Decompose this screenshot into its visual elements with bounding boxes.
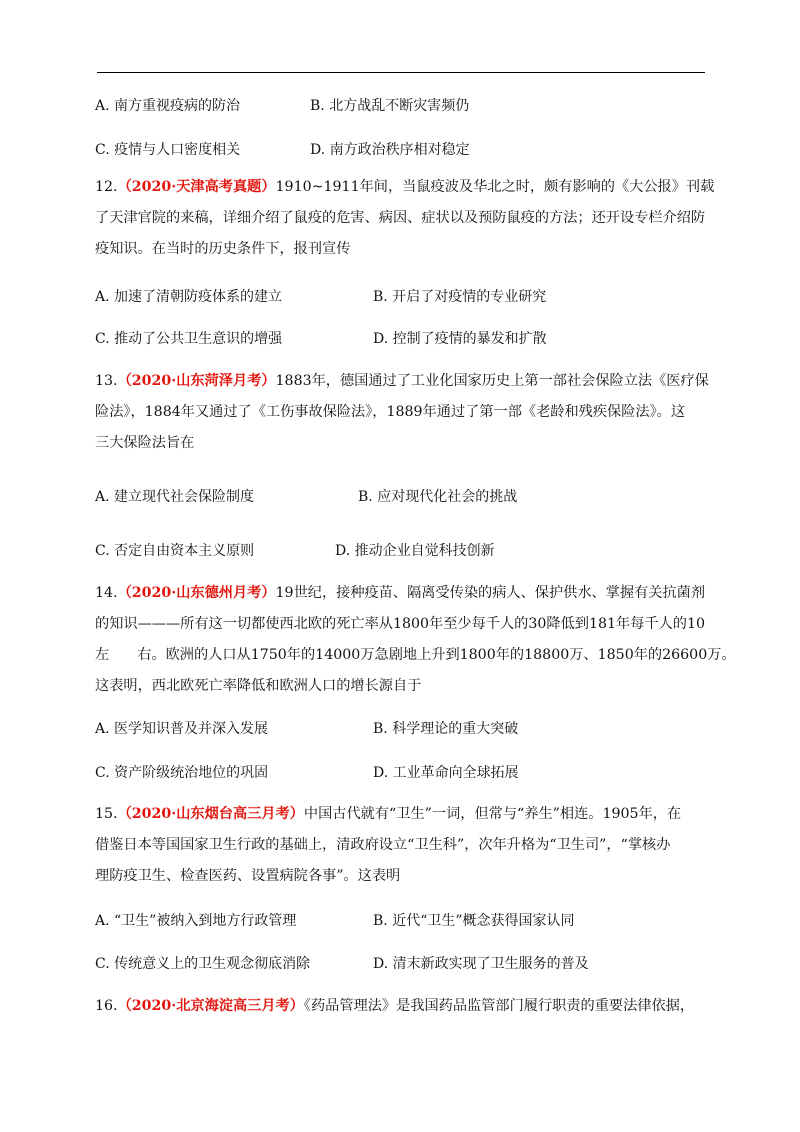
q14-line-2: 的知识———所有这一切都使西北欧的死亡率从1800年至少每千人的30降低到181年每千人的10 <box>95 616 706 632</box>
q14-source: （2020·山东德州月考） <box>117 585 276 601</box>
q12-line-3: 疫知识。在当时的历史条件下，报刊宣传 <box>95 241 351 257</box>
q14-option-c[interactable]: C. 资产阶级统治地位的巩固 <box>95 765 269 781</box>
q12-source: （2020·天津高考真题） <box>117 179 276 195</box>
q13-option-c[interactable]: C. 否定自由资本主义原则 <box>95 543 255 559</box>
q12-line-1: 1910~1911年间，当鼠疫波及华北之时，颇有影响的《大公报》刊载 <box>275 179 715 195</box>
q12-stem <box>95 172 715 265</box>
q14-option-d[interactable]: D. 工业革命向全球拓展 <box>373 765 519 781</box>
q14-line-3-left: 左 <box>95 647 110 663</box>
q15-number: 15. <box>95 806 118 822</box>
q12-option-b[interactable]: B. 开启了对疫情的专业研究 <box>373 289 547 305</box>
q14-line-3-right: 右。欧洲的人口从1750年的14000万急剧地上升到1800年的18800万、1850年的26600万。 <box>137 647 736 663</box>
q11-option-d[interactable]: D. 南方政治秩序相对稳定 <box>310 142 470 158</box>
q14-option-a[interactable]: A. 医学知识普及并深入发展 <box>95 721 269 737</box>
q13-source: （2020·山东菏泽月考） <box>117 373 276 389</box>
q12-line-2: 了天津官院的来稿，详细介绍了鼠疫的危害、病因、症状以及预防鼠疫的方法；还开设专栏介绍防 <box>95 210 706 226</box>
q13-number: 13. <box>95 373 118 389</box>
q13-stem <box>95 366 715 459</box>
q13-line-1: 1883年，德国通过了工业化国家历史上第一部社会保险立法《医疗保 <box>275 373 709 389</box>
q16-source: （2020·北京海淀高三月考） <box>117 998 304 1014</box>
q15-option-c[interactable]: C. 传统意义上的卫生观念彻底消除 <box>95 956 311 972</box>
q15-option-b[interactable]: B. 近代“卫生”概念获得国家认同 <box>373 913 575 929</box>
q14-option-b[interactable]: B. 科学理论的重大突破 <box>373 721 519 737</box>
q15-option-d[interactable]: D. 清末新政实现了卫生服务的普及 <box>373 956 589 972</box>
q16-stem <box>95 991 715 1022</box>
q13-line-2: 险法》，1884年又通过了《工伤事故保险法》，1889年通过了第一部《老龄和残疾保险法》。这 <box>95 404 686 420</box>
q14-line-1: 19世纪，接种疫苗、隔离受传染的病人、保护供水、掌握有关抗菌剂 <box>275 585 706 601</box>
q12-option-a[interactable]: A. 加速了清朝防疫体系的建立 <box>95 289 283 305</box>
q15-option-a[interactable]: A. “卫生”被纳入到地方行政管理 <box>95 913 297 929</box>
q13-option-b[interactable]: B. 应对现代化社会的挑战 <box>358 489 518 505</box>
q11-option-c[interactable]: C. 疫情与人口密度相关 <box>95 142 241 158</box>
q14-line-4: 这表明，西北欧死亡率降低和欧洲人口的增长源自于 <box>95 678 422 694</box>
q12-option-d[interactable]: D. 控制了疫情的暴发和扩散 <box>373 331 547 347</box>
q12-number: 12. <box>95 179 118 195</box>
q15-line-1: 中国古代就有“卫生”一词，但常与“养生”相连。1905年，在 <box>303 806 682 822</box>
q11-option-b[interactable]: B. 北方战乱不断灾害频仍 <box>310 98 470 114</box>
header-rule <box>97 72 705 73</box>
q15-line-2: 借鉴日本等国国家卫生行政的基础上，清政府设立“卫生科”，次年升格为“卫生司”，“掌核办 <box>95 837 671 853</box>
q15-line-3: 理防疫卫生、检查医药、设置病院各事”。这表明 <box>95 868 401 884</box>
q13-line-3: 三大保险法旨在 <box>95 435 195 451</box>
q16-number: 16. <box>95 998 118 1014</box>
q13-option-a[interactable]: A. 建立现代社会保险制度 <box>95 489 255 505</box>
q16-line-1: 《药品管理法》是我国药品监管部门履行职责的重要法律依据， <box>303 998 695 1014</box>
q14-number: 14. <box>95 585 118 601</box>
q11-option-a[interactable]: A. 南方重视疫病的防治 <box>95 98 241 114</box>
q15-source: （2020·山东烟台高三月考） <box>117 806 304 822</box>
q13-option-d[interactable]: D. 推动企业自觉科技创新 <box>335 543 495 559</box>
q15-stem <box>95 799 715 892</box>
q14-stem <box>95 578 736 702</box>
q12-option-c[interactable]: C. 推动了公共卫生意识的增强 <box>95 331 283 347</box>
